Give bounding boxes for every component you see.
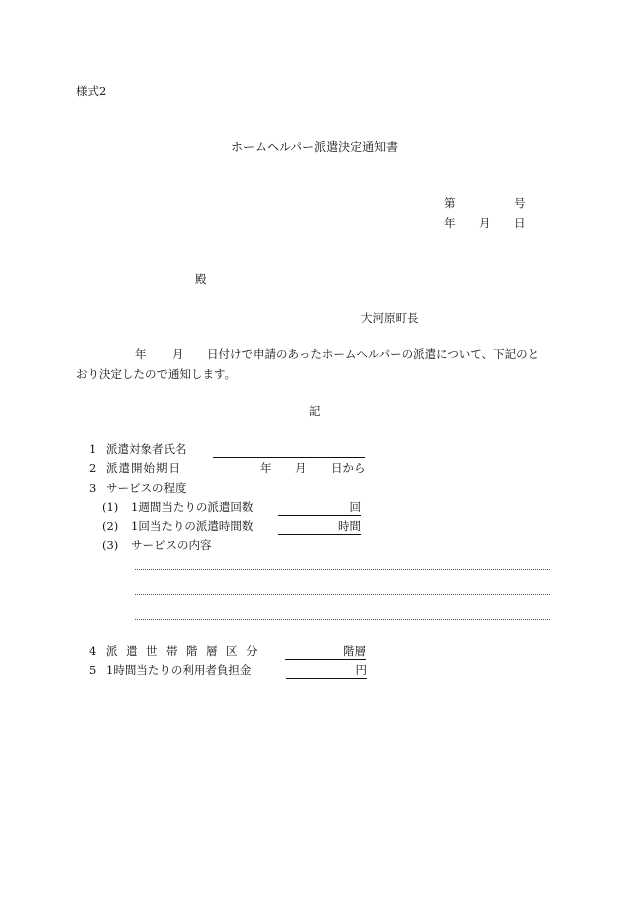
sub-1-unit: 回 [349, 500, 361, 514]
sub-3-number: (3) [102, 538, 119, 552]
date-month: 月 [479, 216, 491, 230]
sub-2-number: (2) [102, 519, 119, 533]
service-content-line-1[interactable] [135, 569, 550, 570]
item-4-label: 派遣世帯階層区分 [106, 644, 266, 658]
sub-3-label: サービスの内容 [131, 538, 212, 552]
item-3-number: 3 [89, 481, 97, 495]
hours-per-visit-field[interactable] [278, 520, 361, 535]
body-line2: おり決定したので通知します。 [76, 367, 237, 381]
body-year: 年 [135, 347, 147, 361]
item-5-unit: 円 [355, 663, 367, 677]
item-1-number: 1 [89, 442, 97, 456]
addressee-suffix: 殿 [195, 272, 207, 286]
item-4-unit: 階層 [343, 644, 366, 658]
doc-number-dai: 第 [444, 196, 456, 210]
item-5-number: 5 [89, 663, 97, 677]
item-2-year: 年 [260, 461, 272, 475]
household-class-field[interactable] [285, 645, 366, 660]
sub-1-number: (1) [102, 500, 119, 514]
ki-heading: 記 [309, 404, 321, 418]
service-content-line-2[interactable] [135, 594, 550, 595]
form-label: 様式2 [76, 84, 107, 98]
document-title: ホームヘルパー派遣決定通知書 [231, 140, 399, 154]
item-2-day-from: 日から [331, 461, 366, 475]
sub-1-label: 1週間当たりの派遣回数 [131, 500, 254, 514]
doc-number-go: 号 [514, 196, 526, 210]
date-year: 年 [444, 216, 456, 230]
sub-2-unit: 時間 [338, 519, 361, 533]
item-4-number: 4 [89, 644, 97, 658]
body-line1: 日付けで申請のあったホームヘルパーの派遣について、下記のと [207, 347, 540, 361]
date-day: 日 [514, 216, 526, 230]
recipient-name-field[interactable] [213, 443, 365, 458]
issuer: 大河原町長 [361, 311, 419, 325]
item-1-label: 派遣対象者氏名 [106, 442, 187, 456]
user-fee-field[interactable] [286, 664, 367, 679]
item-2-label: 派遣開始期日 [106, 461, 181, 475]
service-content-line-3[interactable] [135, 619, 550, 620]
body-month: 月 [172, 347, 184, 361]
item-3-label: サービスの程度 [106, 481, 187, 495]
item-2-number: 2 [89, 461, 97, 475]
visits-per-week-field[interactable] [278, 501, 361, 516]
item-2-month: 月 [295, 461, 307, 475]
item-5-label: 1時間当たりの利用者負担金 [106, 663, 252, 677]
sub-2-label: 1回当たりの派遣時間数 [131, 519, 254, 533]
